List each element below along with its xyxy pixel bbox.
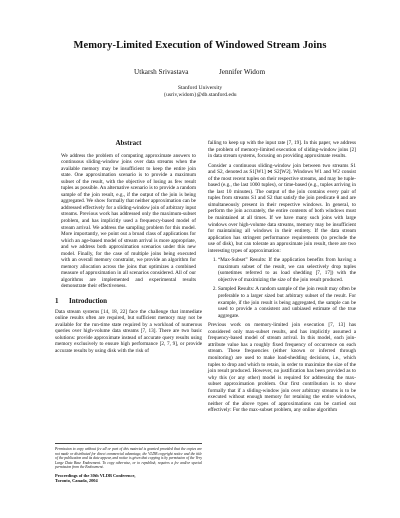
approximation-list [208, 257, 356, 319]
abstract-text: We address the problem of computing approximate answers to continuous sliding-window joins over data streams when the available memory may be insufficient to keep the entire join state. One approximation scenario is to provide a maximum subset of the result, with the objective of losing as few result tuples as possible. An alternative scenario is to provide a random sample of the join result, e.g., if the output of the join is being aggregated. We show formally that neither approximation can be addressed effectively for a sliding-window join of arbitrary input streams. Previous work has addressed only the maximum-subset problem, and has implicitly used a frequency-based model of stream arrival. We address the sampling problem for this model. More importantly, we point out a broad class of applications for which an age-based model of stream arrival is more appropriate, and we address both approximation scenarios under this new model. Finally, for the case of multiple joins being executed with an overall memory constraint, we provide an algorithm for memory allocation across the joins that optimizes a combined measure of approximation in all scenarios considered. All of our algorithms are implemented and experimental results demonstrate their effectiveness. [61, 152, 196, 290]
author-name: Jennifer Widom [219, 68, 266, 76]
body-paragraph: failing to keep up with the input rate [7, 19]. In this paper, we address the problem of memory-limited execution of sliding-window joins [2] in data stream systems, focusing on providing approximate results. [208, 140, 356, 160]
list-item: 1. “Max-Subset” Results: If the application benefits from having a maximum subset of the result, we can selectively drop tuples (sometimes referred to as load shedding [7, 17]) with the objective of maximizing the size of the join result produced. [218, 257, 356, 283]
abstract-heading: Abstract [115, 139, 142, 147]
institution: Stanford University [177, 85, 223, 91]
conference-place: Toronto, Canada, 2004 [55, 478, 98, 484]
proceedings-line: Proceedings of the 30th VLDB Conference, [55, 472, 136, 478]
affiliation [0, 85, 400, 99]
section-title: Introduction [69, 297, 107, 306]
author-name: Utkarsh Srivastava [134, 68, 189, 76]
body-paragraph: Previous work on memory-limited join execution [7, 13] has considered only max-subset results, and has implicitly assumed a frequency-based model of stream arrival. In this model, each join-attribute value has a roughly fixed frequency of occurrence on each stream. These frequencies (either known or inferred through monitoring) are used to make load-shedding decisions, i.e., which tuples to drop and which to retain, in order to maximize the size of the join result produced. However, no justification has been provided as to why this (or any other) model is required for addressing the max-subset approximation problem. Our first contribution is to show formally that if a sliding-window join over arbitrary streams is to be executed without enough memory for retaining the entire windows, neither of the above types of approximations can be carried out effectively: For the max-subset problem, any online algorithm [208, 322, 356, 414]
paper-title: Memory-Limited Execution of Windowed Stream Joins [73, 40, 327, 51]
list-item: 2. Sampled Results: A random sample of the join result may often be preferable to a larger sized but arbitrary subset of the result. For example, if the join result is being aggregated, the sample can be used to provide a consistent and unbiased estimate of the true aggregate. [218, 286, 356, 319]
permission-notice: Permission to copy without fee all or part of this material is granted provided that the copies are not made or distributed for direct commercial advantage, the VLDB copyright notice and the title of the publication and its date appear, and notice is given that copying is by permission of the Very Large Data Base Endowment. To copy otherwise, or to republish, requires a fee and/or special permission from the Endowment. [55, 447, 202, 469]
copyright-footnote [55, 443, 202, 484]
intro-paragraph: Data stream systems [14, 18, 22] face the challenge that immediate online results often are required, but sufficient memory may not be available for the run-time state required by a workload of numerous queries over high-volume data streams [7, 13]. There are two basic solutions: provide approximate instead of accurate query results using memory exclusively to ensure high performance [2, 7, 9], or provide accurate results by using disk with the risk of [55, 308, 202, 354]
body-paragraph: Consider a continuous sliding-window join between two streams S1 and S2, denoted as S1[W1] ⋈ S2[W2]. Windows W1 and W2 consist of the most recent tuples on their respective streams, and may be tuple-based (e.g., the last 1000 tuples), or time-based (e.g., tuples arriving in the last 10 minutes). The output of the join contains every pair of tuples from streams S1 and S2 that satisfy the join predicate θ and are simultaneously present in their respective windows. In general, to perform the join accurately, the entire contents of both windows must be maintained at all times. If we have many such joins with large windows over high-volume data streams, memory may be insufficient for maintaining all windows in their entirety. If the data stream application has stringent performance requirements (to preclude the use of disk), but can tolerate an approximate join result, there are two interesting types of approximation: [208, 162, 356, 254]
email: {usriv,widom}@db.stanford.edu [163, 92, 237, 98]
left-column [55, 140, 202, 357]
section-number: 1 [55, 297, 59, 306]
section-heading [55, 298, 202, 305]
right-column [208, 140, 356, 417]
author-list [0, 68, 400, 80]
